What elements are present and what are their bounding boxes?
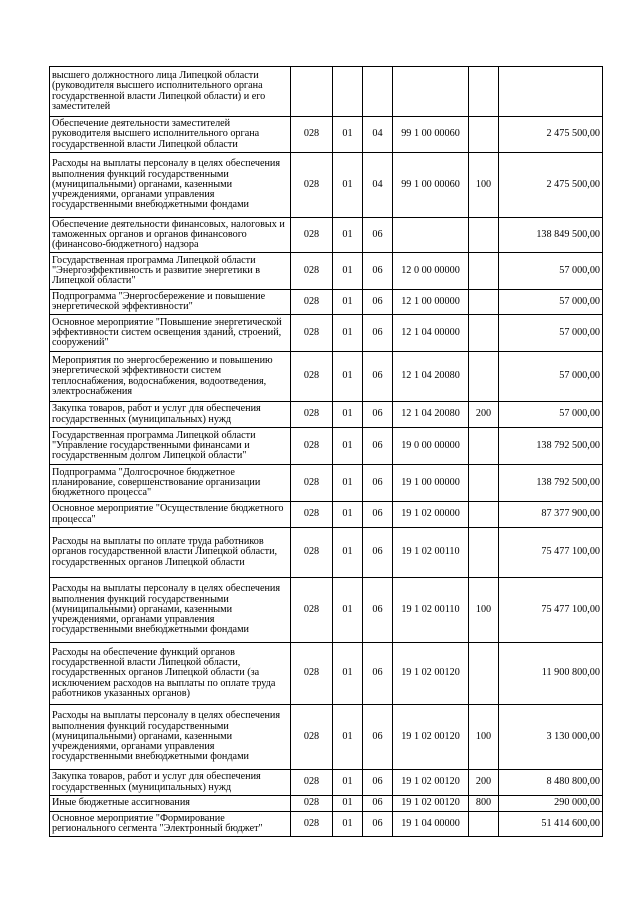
- cell-target-article: 99 1 00 00060: [393, 153, 469, 218]
- cell-target-article: 12 1 04 20080: [393, 352, 469, 402]
- table-row: [50, 812, 603, 837]
- cell-amount: 75 477 100,00: [499, 528, 603, 578]
- cell-expense-type: [469, 502, 499, 528]
- cell-name: Подпрограмма "Энергосбережение и повышение энергетической эффективности": [50, 290, 291, 315]
- cell-name: Расходы на выплаты персоналу в целях обеспечения выполнения функций государственными (муниципальными) органами, казенными учреждениями, органами управления государственными внебюджетными фондами: [50, 705, 291, 770]
- cell-subsection: 06: [363, 218, 393, 253]
- cell-department-code: 028: [291, 153, 333, 218]
- cell-amount: 57 000,00: [499, 315, 603, 352]
- cell-expense-type: [469, 218, 499, 253]
- cell-name: Подпрограмма "Долгосрочное бюджетное планирование, совершенствование организации бюджетного процесса": [50, 465, 291, 502]
- cell-name: Расходы на обеспечение функций органов государственной власти Липецкой области, государственных органов Липецкой области (за исключением расходов на выплаты по оплате труда работников указанных органов): [50, 643, 291, 705]
- cell-subsection: 06: [363, 578, 393, 643]
- cell-expense-type: 200: [469, 770, 499, 796]
- cell-name: Мероприятия по энергосбережению и повышению энергетической эффективности систем теплоснабжения, водоснабжения, водоотведения, электроснабжения: [50, 352, 291, 402]
- cell-expense-type: [469, 428, 499, 465]
- table-row: [50, 428, 603, 465]
- cell-section: 01: [333, 705, 363, 770]
- cell-name: Основное мероприятие "Повышение энергетической эффективности систем освещения зданий, строений, сооружений": [50, 315, 291, 352]
- cell-department-code: 028: [291, 315, 333, 352]
- cell-subsection: 06: [363, 428, 393, 465]
- cell-name: Государственная программа Липецкой области "Энергоэффективность и развитие энергетики в Липецкой области": [50, 253, 291, 290]
- table-row: [50, 315, 603, 352]
- cell-department-code: 028: [291, 643, 333, 705]
- cell-expense-type: [469, 290, 499, 315]
- table-row: [50, 253, 603, 290]
- table-row: [50, 117, 603, 153]
- cell-expense-type: [469, 67, 499, 117]
- table-row: [50, 67, 603, 117]
- cell-subsection: 06: [363, 812, 393, 837]
- cell-name: Закупка товаров, работ и услуг для обеспечения государственных (муниципальных) нужд: [50, 402, 291, 428]
- cell-target-article: 19 1 04 00000: [393, 812, 469, 837]
- cell-department-code: [291, 67, 333, 117]
- cell-department-code: 028: [291, 502, 333, 528]
- cell-target-article: 19 1 02 00110: [393, 578, 469, 643]
- cell-section: 01: [333, 402, 363, 428]
- cell-section: 01: [333, 315, 363, 352]
- cell-expense-type: [469, 352, 499, 402]
- cell-target-article: 12 1 04 00000: [393, 315, 469, 352]
- cell-amount: 57 000,00: [499, 290, 603, 315]
- cell-name: Закупка товаров, работ и услуг для обеспечения государственных (муниципальных) нужд: [50, 770, 291, 796]
- cell-section: 01: [333, 770, 363, 796]
- cell-target-article: [393, 67, 469, 117]
- cell-expense-type: 100: [469, 153, 499, 218]
- cell-section: 01: [333, 812, 363, 837]
- cell-amount: 3 130 000,00: [499, 705, 603, 770]
- table-row: [50, 465, 603, 502]
- cell-amount: 57 000,00: [499, 352, 603, 402]
- cell-target-article: 99 1 00 00060: [393, 117, 469, 153]
- cell-amount: 57 000,00: [499, 402, 603, 428]
- cell-amount: 51 414 600,00: [499, 812, 603, 837]
- cell-name: Расходы на выплаты по оплате труда работников органов государственной власти Липецкой области, государственных органов Липецкой области: [50, 528, 291, 578]
- table-row: [50, 528, 603, 578]
- cell-department-code: 028: [291, 705, 333, 770]
- table-row: [50, 770, 603, 796]
- cell-subsection: 06: [363, 352, 393, 402]
- cell-target-article: 12 1 04 20080: [393, 402, 469, 428]
- cell-name: высшего должностного лица Липецкой области (руководителя высшего исполнительного органа государственной власти Липецкой области) и его заместителей: [50, 67, 291, 117]
- cell-section: 01: [333, 643, 363, 705]
- cell-target-article: 12 1 00 00000: [393, 290, 469, 315]
- cell-expense-type: [469, 528, 499, 578]
- cell-amount: 87 377 900,00: [499, 502, 603, 528]
- cell-subsection: 06: [363, 402, 393, 428]
- cell-amount: 8 480 800,00: [499, 770, 603, 796]
- cell-expense-type: [469, 315, 499, 352]
- cell-subsection: 06: [363, 315, 393, 352]
- cell-subsection: 06: [363, 465, 393, 502]
- cell-amount: 290 000,00: [499, 796, 603, 812]
- cell-section: 01: [333, 218, 363, 253]
- cell-section: 01: [333, 290, 363, 315]
- cell-department-code: 028: [291, 465, 333, 502]
- cell-subsection: 06: [363, 796, 393, 812]
- table-row: [50, 290, 603, 315]
- cell-department-code: 028: [291, 352, 333, 402]
- cell-amount: 2 475 500,00: [499, 153, 603, 218]
- table-row: [50, 643, 603, 705]
- cell-amount: 138 849 500,00: [499, 218, 603, 253]
- cell-subsection: 04: [363, 117, 393, 153]
- cell-department-code: 028: [291, 117, 333, 153]
- cell-subsection: 06: [363, 290, 393, 315]
- cell-expense-type: [469, 465, 499, 502]
- cell-amount: 138 792 500,00: [499, 465, 603, 502]
- cell-subsection: 06: [363, 253, 393, 290]
- cell-expense-type: 800: [469, 796, 499, 812]
- cell-section: 01: [333, 502, 363, 528]
- cell-department-code: 028: [291, 578, 333, 643]
- cell-target-article: 19 1 00 00000: [393, 465, 469, 502]
- cell-name: Расходы на выплаты персоналу в целях обеспечения выполнения функций государственными (муниципальными) органами, казенными учреждениями, органами управления государственными внебюджетными фондами: [50, 153, 291, 218]
- cell-amount: [499, 67, 603, 117]
- cell-subsection: 04: [363, 153, 393, 218]
- table-row: [50, 153, 603, 218]
- cell-section: 01: [333, 428, 363, 465]
- table-row: [50, 796, 603, 812]
- cell-name: Расходы на выплаты персоналу в целях обеспечения выполнения функций государственными (муниципальными) органами, казенными учреждениями, органами управления государственными внебюджетными фондами: [50, 578, 291, 643]
- cell-amount: 75 477 100,00: [499, 578, 603, 643]
- cell-department-code: 028: [291, 218, 333, 253]
- cell-name: Обеспечение деятельности заместителей руководителя высшего исполнительного органа государственной власти Липецкой области: [50, 117, 291, 153]
- table-row: [50, 402, 603, 428]
- cell-section: 01: [333, 153, 363, 218]
- cell-subsection: 06: [363, 502, 393, 528]
- cell-name: Государственная программа Липецкой области "Управление государственными финансами и государственным долгом Липецкой области": [50, 428, 291, 465]
- table-row: [50, 352, 603, 402]
- cell-name: Обеспечение деятельности финансовых, налоговых и таможенных органов и органов финансового (финансово-бюджетного) надзора: [50, 218, 291, 253]
- cell-target-article: 19 1 02 00000: [393, 502, 469, 528]
- cell-department-code: 028: [291, 528, 333, 578]
- cell-expense-type: 200: [469, 402, 499, 428]
- cell-target-article: 19 1 02 00120: [393, 770, 469, 796]
- cell-target-article: 19 0 00 00000: [393, 428, 469, 465]
- cell-expense-type: [469, 812, 499, 837]
- cell-department-code: 028: [291, 402, 333, 428]
- cell-subsection: 06: [363, 643, 393, 705]
- budget-table: [49, 66, 603, 837]
- cell-section: 01: [333, 117, 363, 153]
- cell-section: 01: [333, 253, 363, 290]
- cell-department-code: 028: [291, 812, 333, 837]
- cell-department-code: 028: [291, 796, 333, 812]
- cell-subsection: [363, 67, 393, 117]
- cell-amount: 2 475 500,00: [499, 117, 603, 153]
- table-row: [50, 218, 603, 253]
- cell-section: 01: [333, 465, 363, 502]
- cell-section: 01: [333, 578, 363, 643]
- cell-expense-type: [469, 117, 499, 153]
- cell-expense-type: [469, 253, 499, 290]
- cell-section: [333, 67, 363, 117]
- cell-subsection: 06: [363, 528, 393, 578]
- cell-name: Основное мероприятие "Формирование регионального сегмента "Электронный бюджет": [50, 812, 291, 837]
- cell-target-article: 12 0 00 00000: [393, 253, 469, 290]
- cell-expense-type: [469, 643, 499, 705]
- cell-amount: 57 000,00: [499, 253, 603, 290]
- cell-target-article: 19 1 02 00120: [393, 705, 469, 770]
- table-body: [50, 67, 603, 837]
- cell-name: Основное мероприятие "Осуществление бюджетного процесса": [50, 502, 291, 528]
- cell-section: 01: [333, 796, 363, 812]
- cell-name: Иные бюджетные ассигнования: [50, 796, 291, 812]
- cell-subsection: 06: [363, 770, 393, 796]
- cell-department-code: 028: [291, 290, 333, 315]
- cell-amount: 138 792 500,00: [499, 428, 603, 465]
- cell-subsection: 06: [363, 705, 393, 770]
- table-row: [50, 578, 603, 643]
- cell-section: 01: [333, 352, 363, 402]
- cell-target-article: [393, 218, 469, 253]
- cell-section: 01: [333, 528, 363, 578]
- cell-amount: 11 900 800,00: [499, 643, 603, 705]
- cell-target-article: 19 1 02 00110: [393, 528, 469, 578]
- cell-expense-type: 100: [469, 705, 499, 770]
- cell-expense-type: 100: [469, 578, 499, 643]
- table-row: [50, 502, 603, 528]
- cell-department-code: 028: [291, 770, 333, 796]
- cell-department-code: 028: [291, 428, 333, 465]
- cell-department-code: 028: [291, 253, 333, 290]
- cell-target-article: 19 1 02 00120: [393, 643, 469, 705]
- table-row: [50, 705, 603, 770]
- cell-target-article: 19 1 02 00120: [393, 796, 469, 812]
